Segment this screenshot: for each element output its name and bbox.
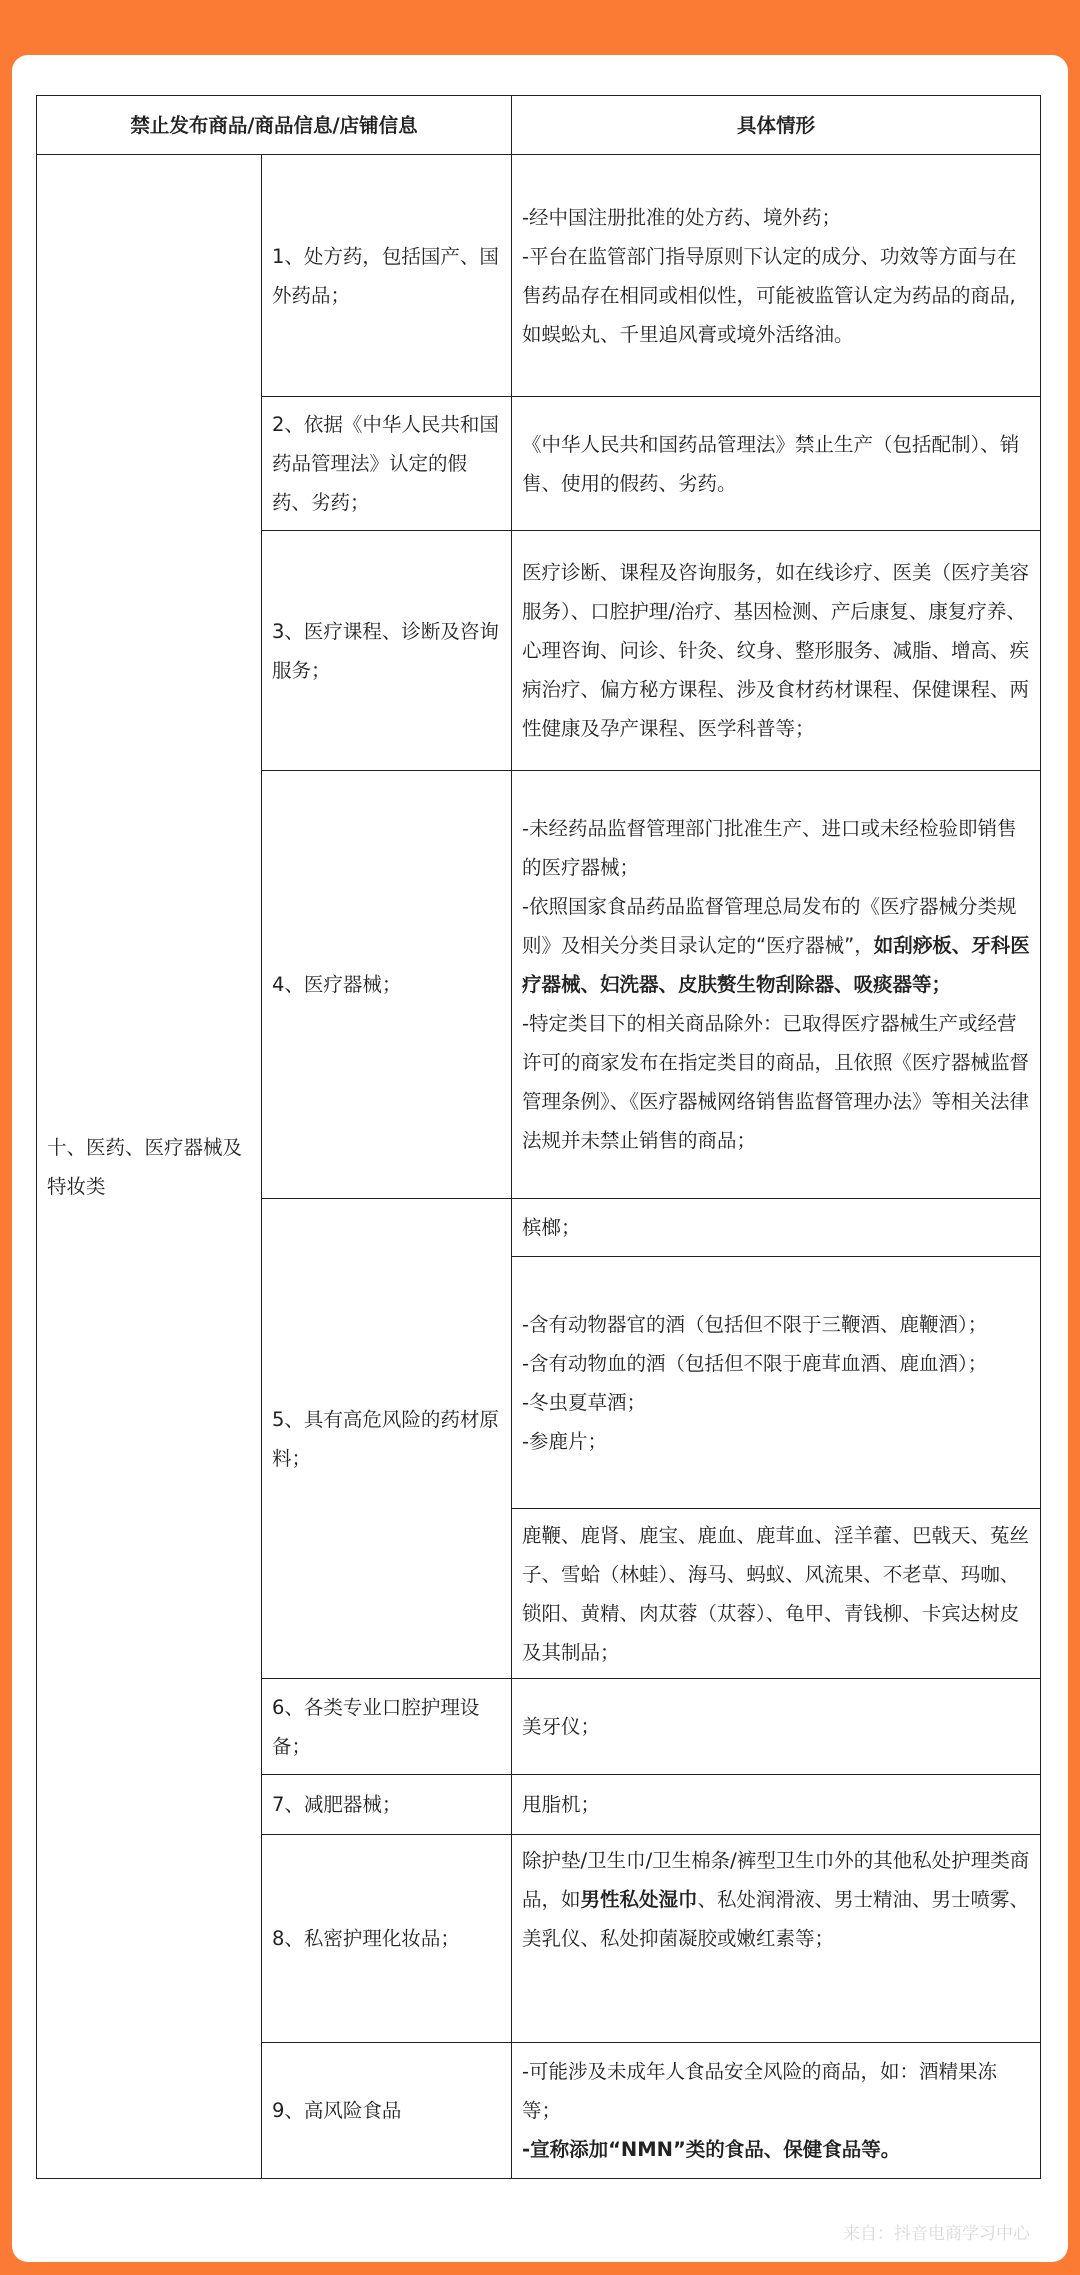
detail-line: -宣称添加“NMN”类的食品、保健食品等。	[522, 2138, 901, 2161]
item-cell: 7、减肥器械；	[262, 1775, 512, 1835]
detail-line: 医疗诊断、课程及咨询服务，如在线诊疗、医美（医疗美容服务）、口腔护理/治疗、基因检测、产后康复、康复疗养、心理咨询、问诊、针灸、纹身、整形服务、减脂、增高、疾病治疗、偏方秘方课程、涉及食材药材课程、保健课程、两性健康及孕产课程、医学科普等；	[522, 561, 1030, 740]
detail-cell	[512, 1775, 1041, 1835]
detail-line: 槟榔；	[522, 1216, 581, 1239]
detail-cell	[512, 155, 1041, 397]
detail-line: 美牙仪；	[522, 1715, 601, 1738]
item-cell: 2、依据《中华人民共和国药品管理法》认定的假药、劣药；	[262, 397, 512, 531]
detail-cell	[512, 2043, 1041, 2179]
source-caption: 来自：抖音电商学习中心	[843, 2224, 1030, 2244]
detail-line	[522, 1841, 1030, 1958]
detail-cell	[512, 1679, 1041, 1775]
item-cell: 3、医疗课程、诊断及咨询服务；	[262, 531, 512, 771]
detail-line: 鹿鞭、鹿肾、鹿宝、鹿血、鹿茸血、淫羊藿、巴戟天、菟丝子、雪蛤（林蛙）、海马、蚂蚁、风流果、不老草、玛咖、锁阳、黄精、肉苁蓉（苁蓉）、龟甲、青钱柳、卡宾达树皮及其制品；	[522, 1523, 1030, 1664]
detail-cell	[512, 397, 1041, 531]
detail-bold-text: 如刮痧板、牙科医疗器械、妇洗器、皮肤赘生物刮除器、吸痰器等；	[522, 934, 1030, 996]
detail-line: 甩脂机；	[522, 1793, 601, 1816]
item-cell: 4、医疗器械；	[262, 771, 512, 1199]
detail-cell	[512, 1509, 1041, 1679]
table-header-row	[37, 96, 1041, 155]
detail-line: -经中国注册批准的处方药、境外药；	[522, 205, 842, 229]
prohibited-items-table	[36, 95, 1041, 2179]
item-cell: 5、具有高危风险的药材原料；	[262, 1199, 512, 1679]
item-cell: 6、各类专业口腔护理设备；	[262, 1679, 512, 1775]
detail-bold-text: 男性私处湿巾	[580, 1888, 698, 1911]
detail-line: 《中华人民共和国药品管理法》禁止生产（包括配制）、销售、使用的假药、劣药。	[522, 432, 1020, 495]
detail-line: -含有动物器官的酒（包括但不限于三鞭酒、鹿鞭酒）；	[522, 1312, 988, 1336]
detail-line: -平台在监管部门指导原则下认定的成分、功效等方面与在售药品存在相同或相似性，可能被监管认定为药品的商品,如蜈蚣丸、千里追风膏或境外活络油。	[522, 244, 1017, 346]
detail-cell	[512, 1199, 1041, 1257]
detail-line: -特定类目下的相关商品除外：已取得医疗器械生产或经营许可的商家发布在指定类目的商品，且依照《医疗器械监督管理条例》、《医疗器械网络销售监督管理办法》等相关法律法规并未禁止销售的商品；	[522, 1012, 1030, 1152]
item-cell: 9、高风险食品	[262, 2043, 512, 2179]
detail-line: -含有动物血的酒（包括但不限于鹿茸血酒、鹿血酒）；	[522, 1351, 988, 1375]
item-cell: 1、处方药，包括国产、国外药品；	[262, 155, 512, 397]
header-details: 具体情形	[512, 96, 1041, 155]
detail-line	[522, 887, 1030, 1004]
detail-cell	[512, 771, 1041, 1199]
table-row	[37, 155, 1041, 397]
header-prohibited: 禁止发布商品/商品信息/店铺信息	[37, 96, 512, 155]
content-card	[12, 55, 1068, 2262]
detail-line: -冬虫夏草酒；	[522, 1390, 647, 1414]
detail-cell	[512, 531, 1041, 771]
detail-cell	[512, 1835, 1041, 2043]
detail-line: -参鹿片；	[522, 1429, 608, 1453]
detail-cell	[512, 1257, 1041, 1509]
detail-text: -依照国家食品药品监督管理总局发布的《医疗器械分类规则》及相关分类目录认定的“医疗器械”，	[522, 895, 1017, 957]
item-cell: 8、私密护理化妆品；	[262, 1835, 512, 2043]
detail-line: -可能涉及未成年人食品安全风险的商品，如：酒精果冻等；	[522, 2060, 998, 2122]
detail-text: 除护垫/卫生巾/卫生棉条/裤型卫生巾外的其他私处护理类商品，如	[522, 1849, 1030, 1911]
category-cell: 十、医药、医疗器械及特妆类	[37, 155, 262, 2179]
detail-text: 、私处润滑液、男士精油、男士喷雾、美乳仪、私处抑菌凝胶或嫩红素等；	[522, 1888, 1030, 1950]
detail-line: -未经药品监督管理部门批准生产、进口或未经检验即销售的医疗器械；	[522, 817, 1017, 879]
